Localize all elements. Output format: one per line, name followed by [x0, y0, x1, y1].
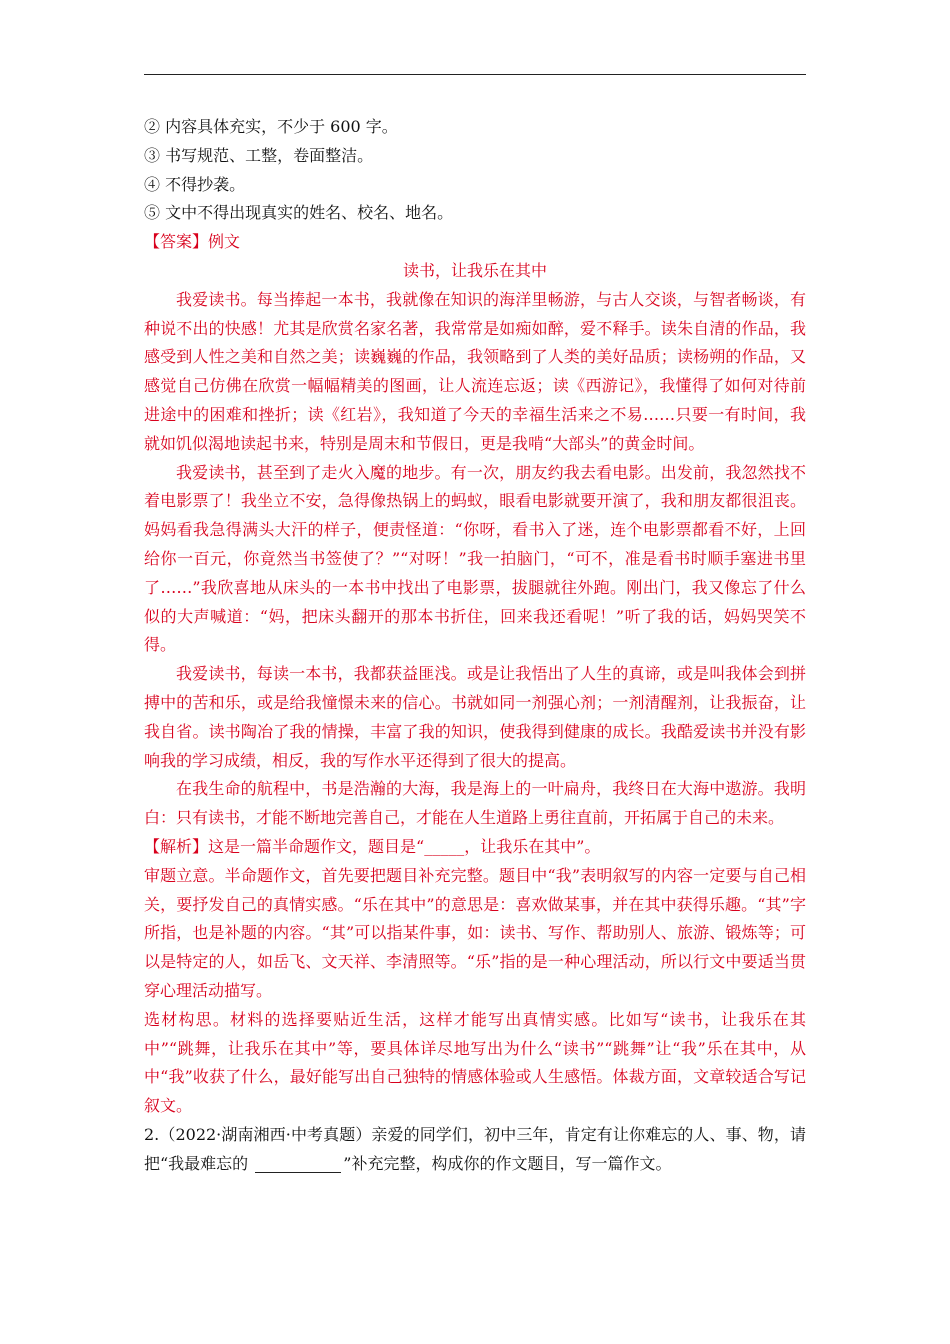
analysis-topic-review: 审题立意。半命题作文，首先要把题目补充完整。题目中“我”表明叙写的内容一定要与自己相关，要抒发自己的真情实感。“乐在其中”的意思是：喜欢做某事，并在其中获得乐趣。“其”字所指，也是补题的内容。“其”可以指某件事，如：读书、写作、帮助别人、旅游、锻炼等；可以是特定的人，如岳飞、文天祥、李清照等。“乐”指的是一种心理活动，所以行文中要适当贯穿心理活动描写。	[144, 865, 806, 1000]
analysis-label: 【解析】	[144, 836, 209, 856]
requirement-5: ⑤ 文中不得出现真实的姓名、校名、地名。	[144, 203, 454, 223]
analysis-intro-text: 这是一篇半命题作文，题目是“_____，让我乐在其中”。	[208, 836, 601, 856]
question-2-prefix: 2.（2022·湖南湘西·中考真题）亲爱的同学们，初中三年，肯定有让你难忘的人、事、物，请把“我最难忘的	[144, 1124, 806, 1173]
analysis-intro	[144, 833, 806, 862]
question-2-suffix: ”补充完整，构成你的作文题目，写一篇作文。	[343, 1153, 672, 1173]
requirement-2: ② 内容具体充实，不少于 600 字。	[144, 117, 398, 136]
essay-title: 读书，让我乐在其中	[402, 260, 547, 280]
essay-paragraph-1: 我爱读书。每当捧起一本书，我就像在知识的海洋里畅游，与古人交谈，与智者畅谈，有种说不出的快感！尤其是欣赏名家名著，我常常是如痴如醉，爱不释手。读朱自清的作品，我感受到人性之美和自然之美；读巍巍的作品，我领略到了人类的美好品质；读杨朔的作品，又感觉自己仿佛在欣赏一幅幅精美的图画，让人流连忘返；读《西游记》，我懂得了如何对待前进途中的困难和挫折；读《红岩》，我知道了今天的幸福生活来之不易……只要一有时间，我就如饥似渴地读起书来，特别是周末和节假日，更是我啃“大部头”的黄金时间。	[144, 289, 806, 453]
answer-type: 例文	[208, 232, 241, 252]
header-rule	[144, 74, 806, 75]
question-2	[144, 1121, 806, 1179]
document-body	[144, 113, 806, 1178]
requirement-3: ③ 书写规范、工整，卷面整洁。	[144, 145, 374, 165]
essay-paragraph-4: 在我生命的航程中，书是浩瀚的大海，我是海上的一叶扁舟，我终日在大海中遨游。我明白：只有读书，才能不断地完善自己，才能在人生道路上勇往直前，开拓属于自己的未来。	[144, 779, 806, 828]
answer-label: 【答案】	[144, 232, 209, 252]
fill-in-blank	[255, 1154, 341, 1173]
essay-paragraph-3: 我爱读书，每读一本书，我都获益匪浅。或是让我悟出了人生的真谛，或是叫我体会到拼搏中的苦和乐，或是给我憧憬未来的信心。书就如同一剂强心剂；一剂清醒剂，让我振奋，让我自省。读书陶冶了我的情操，丰富了我的知识，使我得到健康的成长。我酷爱读书并没有影响我的学习成绩，相反，我的写作水平还得到了很大的提高。	[144, 664, 806, 770]
requirement-4: ④ 不得抄袭。	[144, 174, 246, 194]
analysis-material: 选材构思。材料的选择要贴近生活，这样才能写出真情实感。比如写“读书，让我乐在其中”“跳舞，让我乐在其中”等，要具体详尽地写出为什么“读书”“跳舞”让“我”乐在其中，从中“我”收获了什么，最好能写出自己独特的情感体验或人生感悟。体裁方面，文章较适合写记叙文。	[144, 1009, 806, 1116]
essay-paragraph-2: 我爱读书，甚至到了走火入魔的地步。有一次，朋友约我去看电影。出发前，我忽然找不着电影票了！我坐立不安，急得像热锅上的蚂蚁，眼看电影就要开演了，我和朋友都很沮丧。妈妈看我急得满头大汗的样子，便责怪道：“你呀，看书入了迷，连个电影票都看不好，上回给你一百元，你竟然当书签使了？”“对呀！”我一拍脑门，“可不，准是看书时顺手塞进书里了……”我欣喜地从床头的一本书中找出了电影票，拔腿就往外跑。刚出门，我又像忘了什么似的大声喊道：“妈，把床头翻开的那本书折住，回来我还看呢！”听了我的话，妈妈哭笑不得。	[144, 462, 806, 655]
answer-heading	[144, 228, 806, 257]
